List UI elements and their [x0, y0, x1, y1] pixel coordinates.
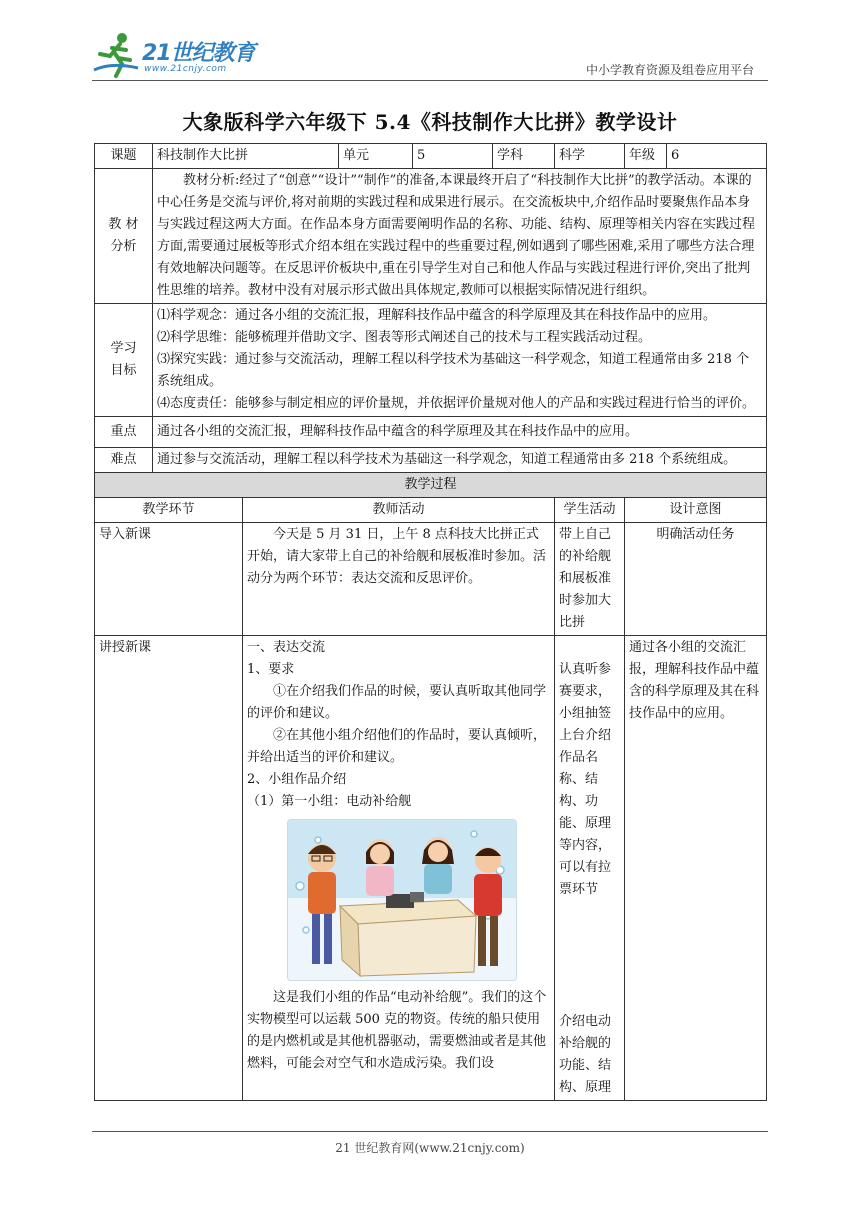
- difficulty-text: 通过参与交流活动，理解工程以科学技术为基础这一科学观念，知道工程通常由多 218 个系统组成。: [153, 448, 767, 473]
- lecture-row: [95, 636, 767, 1101]
- footer-divider: [92, 1131, 768, 1132]
- lecture-teacher: [243, 636, 555, 1101]
- requirement-2: ②在其他小组介绍他们的作品时，要认真倾听，并给出适当的评价和建议。: [247, 728, 547, 765]
- requirement-1: ①在介绍我们作品的时候，要认真听取其他同学的评价和建议。: [247, 684, 547, 721]
- section-heading: 一、表达交流: [247, 640, 326, 655]
- unit-value: 5: [413, 144, 493, 169]
- grade-value: 6: [667, 144, 767, 169]
- objective-item: ⑴科学观念：通过各小组的交流汇报，理解科技作品中蕴含的科学原理及其在科技作品中的应用。: [157, 308, 717, 323]
- difficulty-label: 难点: [95, 448, 153, 473]
- grade-label: 年级: [625, 144, 667, 169]
- logo-url: www.21cnjy.com: [144, 64, 227, 74]
- intro-stage: 导入新课: [95, 523, 243, 636]
- site-logo[interactable]: [92, 30, 262, 82]
- objective-item: ⑵科学思维：能够梳理并借助文字、图表等形式阐述自己的技术与工程实践活动过程。: [157, 330, 652, 345]
- subject-label: 学科: [493, 144, 555, 169]
- key-point-label: 重点: [95, 417, 153, 448]
- intro-student: 带上自己的补给舰和展板准时参加大比拼: [555, 523, 625, 636]
- spacer: [559, 637, 620, 659]
- header-divider: [92, 80, 768, 81]
- group-heading: （1）第一小组：电动补给舰: [247, 794, 412, 809]
- lecture-intent: 通过各小组的交流汇报，理解科技作品中蕴含的科学原理及其在科技作品中的应用。: [625, 636, 767, 1101]
- objectives-row: [95, 304, 767, 417]
- children-illustration: [287, 819, 517, 981]
- analysis-text: 教材分析:经过了“创意”“设计”“制作”的准备,本课最终开启了“科技制作大比拼”的教学活动。本课的中心任务是交流与评价,将对前期的实践过程和成果进行展示。在交流板块中,介绍作品时要聚焦作品本身与实践过程这两大方面。在作品本身方面需要阐明作品的名称、功能、结构、原理等相关内容在实践过程方面,需要通过展板等形式介绍本组在实践过程中的些重要过程,例如遇到了哪些困难,采用了哪些方法合理有效地解决问题等。在反思评价板块中,重在引导学生对自己和他人作品与实践过程进行评价,突出了批判性思维的培养。教材中没有对展示形式做出具体规定,教师可以根据实际情况进行组织。: [153, 169, 767, 304]
- analysis-row: [95, 169, 767, 304]
- lesson-plan-table: [94, 143, 767, 1101]
- intro-row: [95, 523, 767, 636]
- header-student: 学生活动: [555, 498, 625, 523]
- key-point-row: [95, 417, 767, 448]
- student-activity-2: 介绍电动补给舰的功能、结构、原理: [559, 1014, 612, 1095]
- objectives-list: [153, 304, 767, 417]
- subject-value: 科学: [555, 144, 625, 169]
- group-presentation: 这是我们小组的作品“电动补给舰”。我们的这个实物模型可以运载 500 克的物资。传统的船只使用的是内燃机或是其他机器驱动，需要燃油或者是其他燃料，可能会对空气和水造成污染。我们设: [247, 990, 547, 1071]
- unit-label: 单元: [339, 144, 413, 169]
- objective-item: ⑷态度责任：能够参与制定相应的评价量规，并依据评价量规对他人的产品和实践过程进行恰当的评价。: [157, 396, 756, 411]
- page-header: [0, 0, 860, 90]
- runner-logo-icon: [92, 30, 142, 78]
- difficulty-row: [95, 448, 767, 473]
- children-with-box-image: [288, 820, 516, 980]
- footer-text[interactable]: 21 世纪教育网(www.21cnjy.com): [335, 1141, 525, 1155]
- header-teacher: 教师活动: [243, 498, 555, 523]
- lecture-stage: 讲授新课: [95, 636, 243, 1101]
- analysis-label: 教 材 分析: [95, 169, 153, 304]
- sub-heading: 1、要求: [247, 662, 295, 677]
- course-label: 课题: [95, 144, 153, 169]
- platform-text: 中小学教育资源及组卷应用平台: [585, 63, 754, 77]
- course-value: 科技制作大比拼: [153, 144, 339, 169]
- header-intent: 设计意图: [625, 498, 767, 523]
- info-row: [95, 144, 767, 169]
- process-header-row: [95, 498, 767, 523]
- key-point-text: 通过各小组的交流汇报，理解科技作品中蕴含的科学原理及其在科技作品中的应用。: [153, 417, 767, 448]
- sub-heading: 2、小组作品介绍: [247, 772, 347, 787]
- intro-teacher: 今天是 5 月 31 日，上午 8 点科技大比拼正式开始，请大家带上自己的补给舰和展板准时参加。活动分为两个环节：表达交流和反思评价。: [243, 523, 555, 636]
- student-activity-1: 认真听参赛要求，小组抽签上台介绍作品名称、结构、功能、原理等内容，可以有拉票环节: [559, 662, 612, 897]
- header-stage: 教学环节: [95, 498, 243, 523]
- intro-intent: 明确活动任务: [625, 523, 767, 636]
- lecture-student: [555, 636, 625, 1101]
- objectives-label: 学习 目标: [95, 304, 153, 417]
- process-title-row: [95, 473, 767, 498]
- objective-item: ⑶探究实践：通过参与交流活动，理解工程以科学技术为基础这一科学观念，知道工程通常由多 218 个系统组成。: [157, 352, 750, 389]
- document-title: 大象版科学六年级下 5.4《科技制作大比拼》教学设计: [182, 110, 678, 134]
- logo-text: 21世纪教育: [142, 41, 255, 66]
- process-title: 教学过程: [95, 473, 767, 498]
- spacer: [559, 901, 620, 1011]
